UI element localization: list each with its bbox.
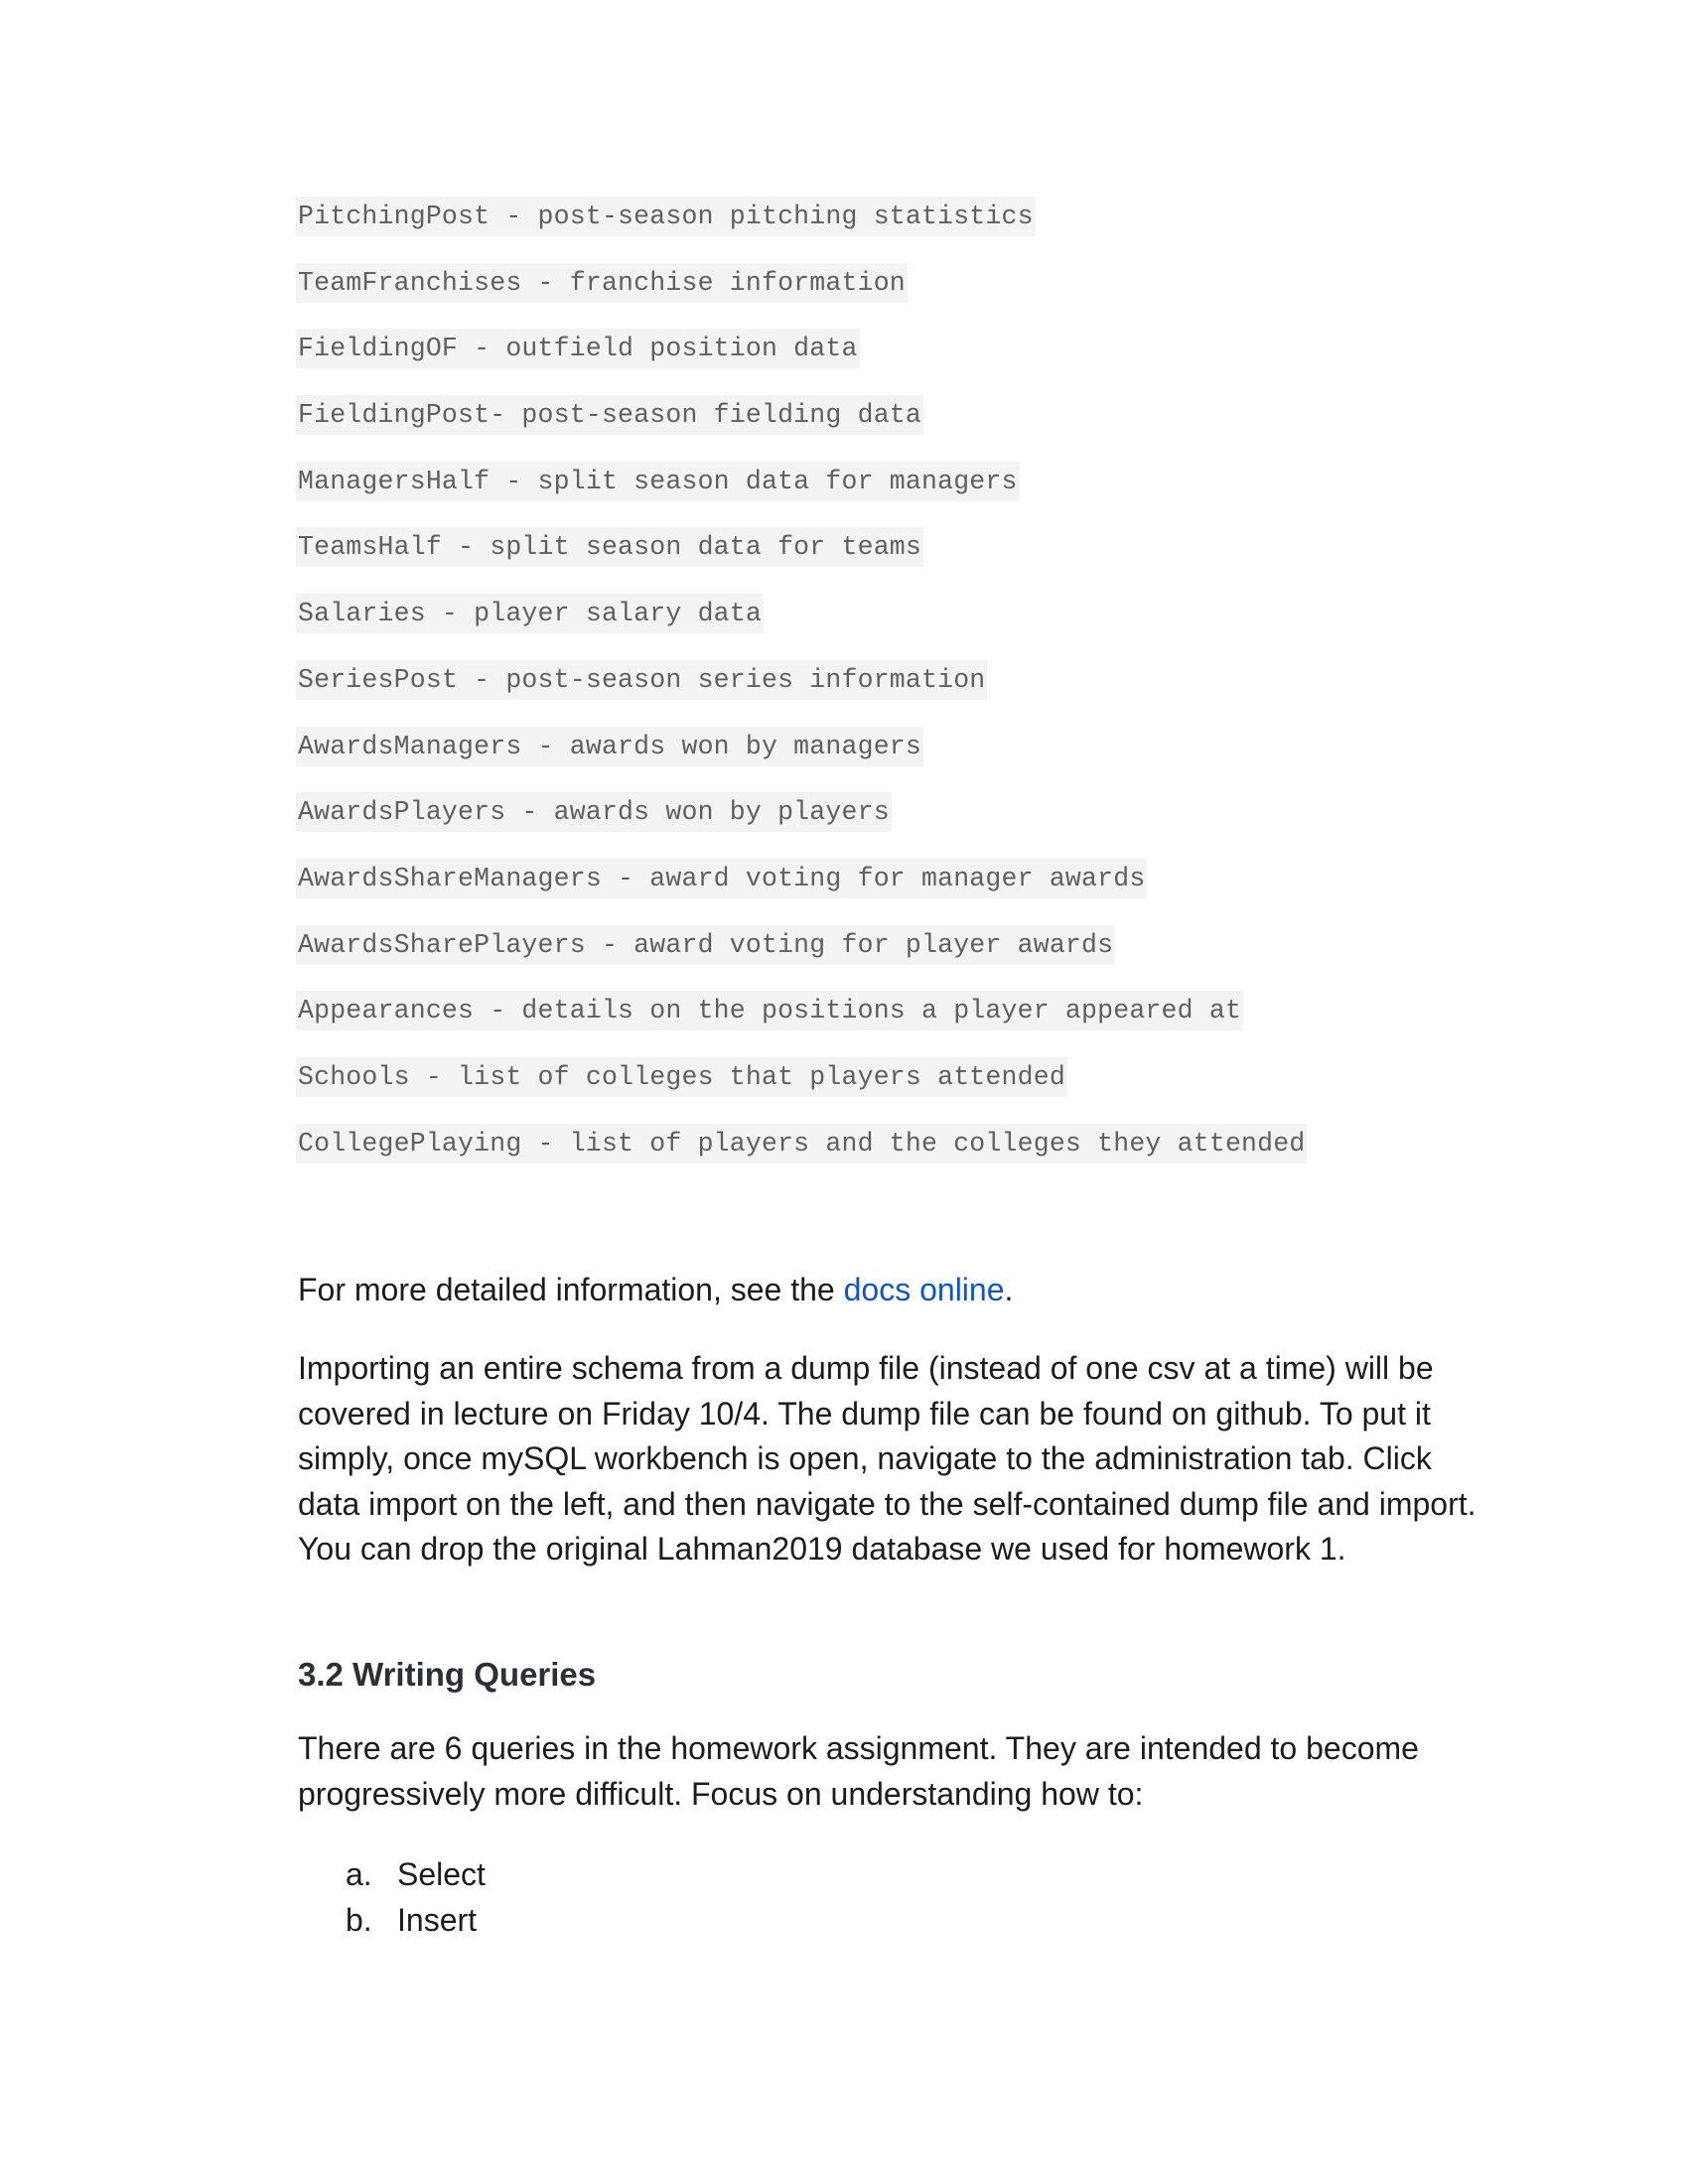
docs-reference-prefix: For more detailed information, see the <box>298 1272 844 1307</box>
code-line <box>296 991 1438 1057</box>
code-line <box>296 792 1438 859</box>
docs-online-link[interactable]: docs online <box>843 1272 1005 1307</box>
code-line-text: AwardsManagers - awards won by managers <box>296 727 923 766</box>
code-line <box>296 329 1438 395</box>
code-line-text: TeamFranchises - franchise information <box>296 263 908 303</box>
code-line <box>296 462 1438 528</box>
code-line <box>296 197 1438 263</box>
code-line <box>296 727 1438 793</box>
list-item-text: Select <box>397 1856 486 1892</box>
code-line-text: Appearances - details on the positions a player appeared at <box>296 991 1243 1030</box>
section-heading: 3.2 Writing Queries <box>298 1656 597 1693</box>
table-description-list <box>296 197 1438 1189</box>
code-line-text: AwardsPlayers - awards won by players <box>296 792 892 832</box>
list-item <box>346 1851 486 1897</box>
code-line-text: TeamsHalf - split season data for teams <box>296 527 923 567</box>
queries-intro-paragraph: There are 6 queries in the homework assignment. They are intended to become progressively more difficult. Focus on understanding how to: <box>298 1730 1419 1812</box>
code-line <box>296 925 1438 992</box>
code-line <box>296 1124 1438 1190</box>
code-line-text: Schools - list of colleges that players attended <box>296 1057 1067 1097</box>
code-line-text: PitchingPost - post-season pitching statistics <box>296 197 1036 236</box>
docs-reference-suffix: . <box>1004 1272 1014 1307</box>
code-line <box>296 660 1438 727</box>
code-line <box>296 527 1438 594</box>
code-line-text: SeriesPost - post-season series information <box>296 660 987 700</box>
list-marker: b. <box>346 1902 372 1938</box>
import-instructions-paragraph: Importing an entire schema from a dump file (instead of one csv at a time) will be covered in lecture on Friday 10/4. The dump file can be found on github. To put it simply, once mySQL workbench is open, navigate to the administration tab. Click data import on the left, and then navigate to the self-contained dump file and import. You can drop the original Lahman2019 database we used for homework 1. <box>298 1350 1477 1567</box>
code-line-text: CollegePlaying - list of players and the colleges they attended <box>296 1124 1307 1163</box>
code-line-text: FieldingOF - outfield position data <box>296 329 860 368</box>
code-line <box>296 594 1438 660</box>
code-line-text: Salaries - player salary data <box>296 594 764 633</box>
code-line-text: ManagersHalf - split season data for managers <box>296 462 1020 501</box>
docs-reference-paragraph <box>298 1268 1489 1313</box>
list-item <box>346 1897 486 1943</box>
code-line-text: AwardsShareManagers - award voting for manager awards <box>296 859 1147 898</box>
code-line <box>296 395 1438 462</box>
code-line <box>296 859 1438 925</box>
query-topics-list <box>346 1851 486 1943</box>
code-line-text: FieldingPost- post-season fielding data <box>296 395 923 435</box>
list-item-text: Insert <box>397 1902 478 1938</box>
code-line-text: AwardsSharePlayers - award voting for player awards <box>296 925 1115 965</box>
code-line <box>296 1057 1438 1124</box>
code-line <box>296 263 1438 330</box>
list-marker: a. <box>346 1856 372 1892</box>
